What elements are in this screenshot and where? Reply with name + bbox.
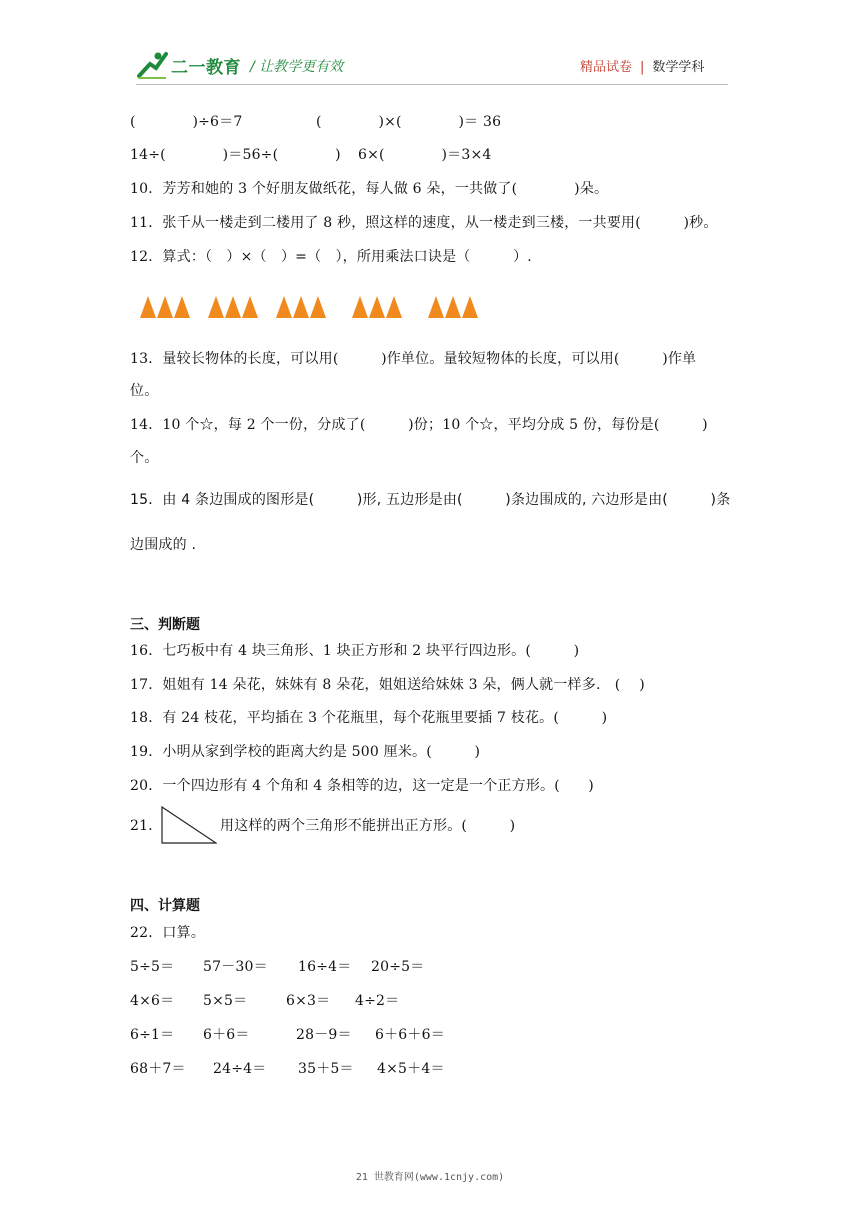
question-13-line-1: 13．量较长物体的长度，可以用( )作单位。量较短物体的长度，可以用( )作单 [130,351,697,367]
calc-item: 6＋6＝ [203,1027,250,1043]
question-17: 17．姐姐有 14 朵花，妹妹有 8 朵花，姐姐送给妹妹 3 朵，俩人就一样多. ( ) [130,677,645,693]
question-21-text: 用这样的两个三角形不能拼出正方形。( ) [220,818,516,834]
calc-item: 4×6＝ [130,993,175,1009]
question-19: 19．小明从家到学校的距离大约是 500 厘米。( ) [130,744,481,760]
question-14-line-2: 个。 [130,450,159,466]
triangle-shape [445,296,461,318]
triangle-shape [157,296,173,318]
calc-item: 20÷5＝ [371,959,425,975]
calc-item: 16÷4＝ [298,959,352,975]
logo-runner-icon [136,50,170,80]
header-right [580,56,704,75]
header-label-quality: 精品试卷 [580,60,633,75]
fill-line-1b: ( )×( )＝ 36 [316,114,502,130]
calc-item: 5×5＝ [203,993,248,1009]
triangle-shape [462,296,478,318]
header-divider [136,84,728,85]
question-15-line-1: 15．由 4 条边围成的图形是( )形, 五边形是由( )条边围成的, 六边形是由( )条 [130,492,731,508]
triangle-shape [352,296,368,318]
triangle-shape [276,296,292,318]
calc-item: 6÷1＝ [130,1027,175,1043]
header-slogan: / 让教学更有效 [250,59,344,75]
question-20: 20．一个四边形有 4 个角和 4 条相等的边，这一定是一个正方形。( ) [130,778,594,794]
triangle-group-5 [428,296,479,320]
calc-item: 4×5＋4＝ [377,1061,445,1077]
question-21-number: 21． [130,818,163,834]
calc-item: 5÷5＝ [130,959,175,975]
triangle-group-1 [140,296,191,320]
fill-line-2b: 6×( )＝3×4 [358,147,492,163]
calc-item: 68＋7＝ [130,1061,186,1077]
calc-item: 6×3＝ [286,993,331,1009]
question-12: 12．算式：（ ）×（ ）=（ ），所用乘法口诀是（ ）. [130,249,532,265]
triangle-group-3 [276,296,327,320]
triangle-shape [140,296,156,318]
question-16: 16．七巧板中有 4 块三角形、1 块正方形和 2 块平行四边形。( ) [130,643,580,659]
question-18: 18．有 24 枝花，平均插在 3 个花瓶里，每个花瓶里要插 7 枝花。( ) [130,710,608,726]
header-separator: | [640,60,645,75]
right-triangle-figure [161,806,217,844]
header-label-subject: 数学学科 [652,60,705,75]
triangle-shape [428,296,444,318]
calc-item: 6＋6＋6＝ [375,1027,445,1043]
question-22: 22．口算。 [130,925,206,941]
triangle-shape [242,296,258,318]
triangle-group-2 [208,296,259,320]
calc-item: 28－9＝ [296,1027,352,1043]
calc-item: 35＋5＝ [298,1061,354,1077]
section-title-calculation: 四、计算题 [130,898,200,914]
triangle-shape [174,296,190,318]
question-15-line-2: 边围成的 . [130,537,197,553]
triangle-shape [386,296,402,318]
calc-item: 24÷4＝ [213,1061,267,1077]
question-11: 11．张千从一楼走到二楼用了 8 秒，照这样的速度，从一楼走到三楼，一共要用( )秒。 [130,215,718,231]
section-title-judgement: 三、判断题 [130,617,200,633]
fill-line-2a: 14÷( )＝56÷( ) [130,147,341,163]
triangle-shape [293,296,309,318]
calc-item: 4÷2＝ [355,993,400,1009]
triangle-shape [369,296,385,318]
triangle-shape [208,296,224,318]
question-14-line-1: 14．10 个☆，每 2 个一份，分成了( )份；10 个☆，平均分成 5 份，每份是( ) [130,417,708,433]
question-13-line-2: 位。 [130,383,159,399]
logo-text: 二一教育 [171,58,241,78]
calc-item: 57－30＝ [203,959,268,975]
page-footer: 21 世教育网(www.1cnjy.com) [355,1172,505,1183]
triangle-shape [225,296,241,318]
fill-line-1a: ( )÷6＝7 [130,114,243,130]
question-10: 10．芳芳和她的 3 个好朋友做纸花，每人做 6 朵，一共做了( )朵。 [130,181,609,197]
triangle-group-4 [352,296,403,320]
triangle-shape [310,296,326,318]
